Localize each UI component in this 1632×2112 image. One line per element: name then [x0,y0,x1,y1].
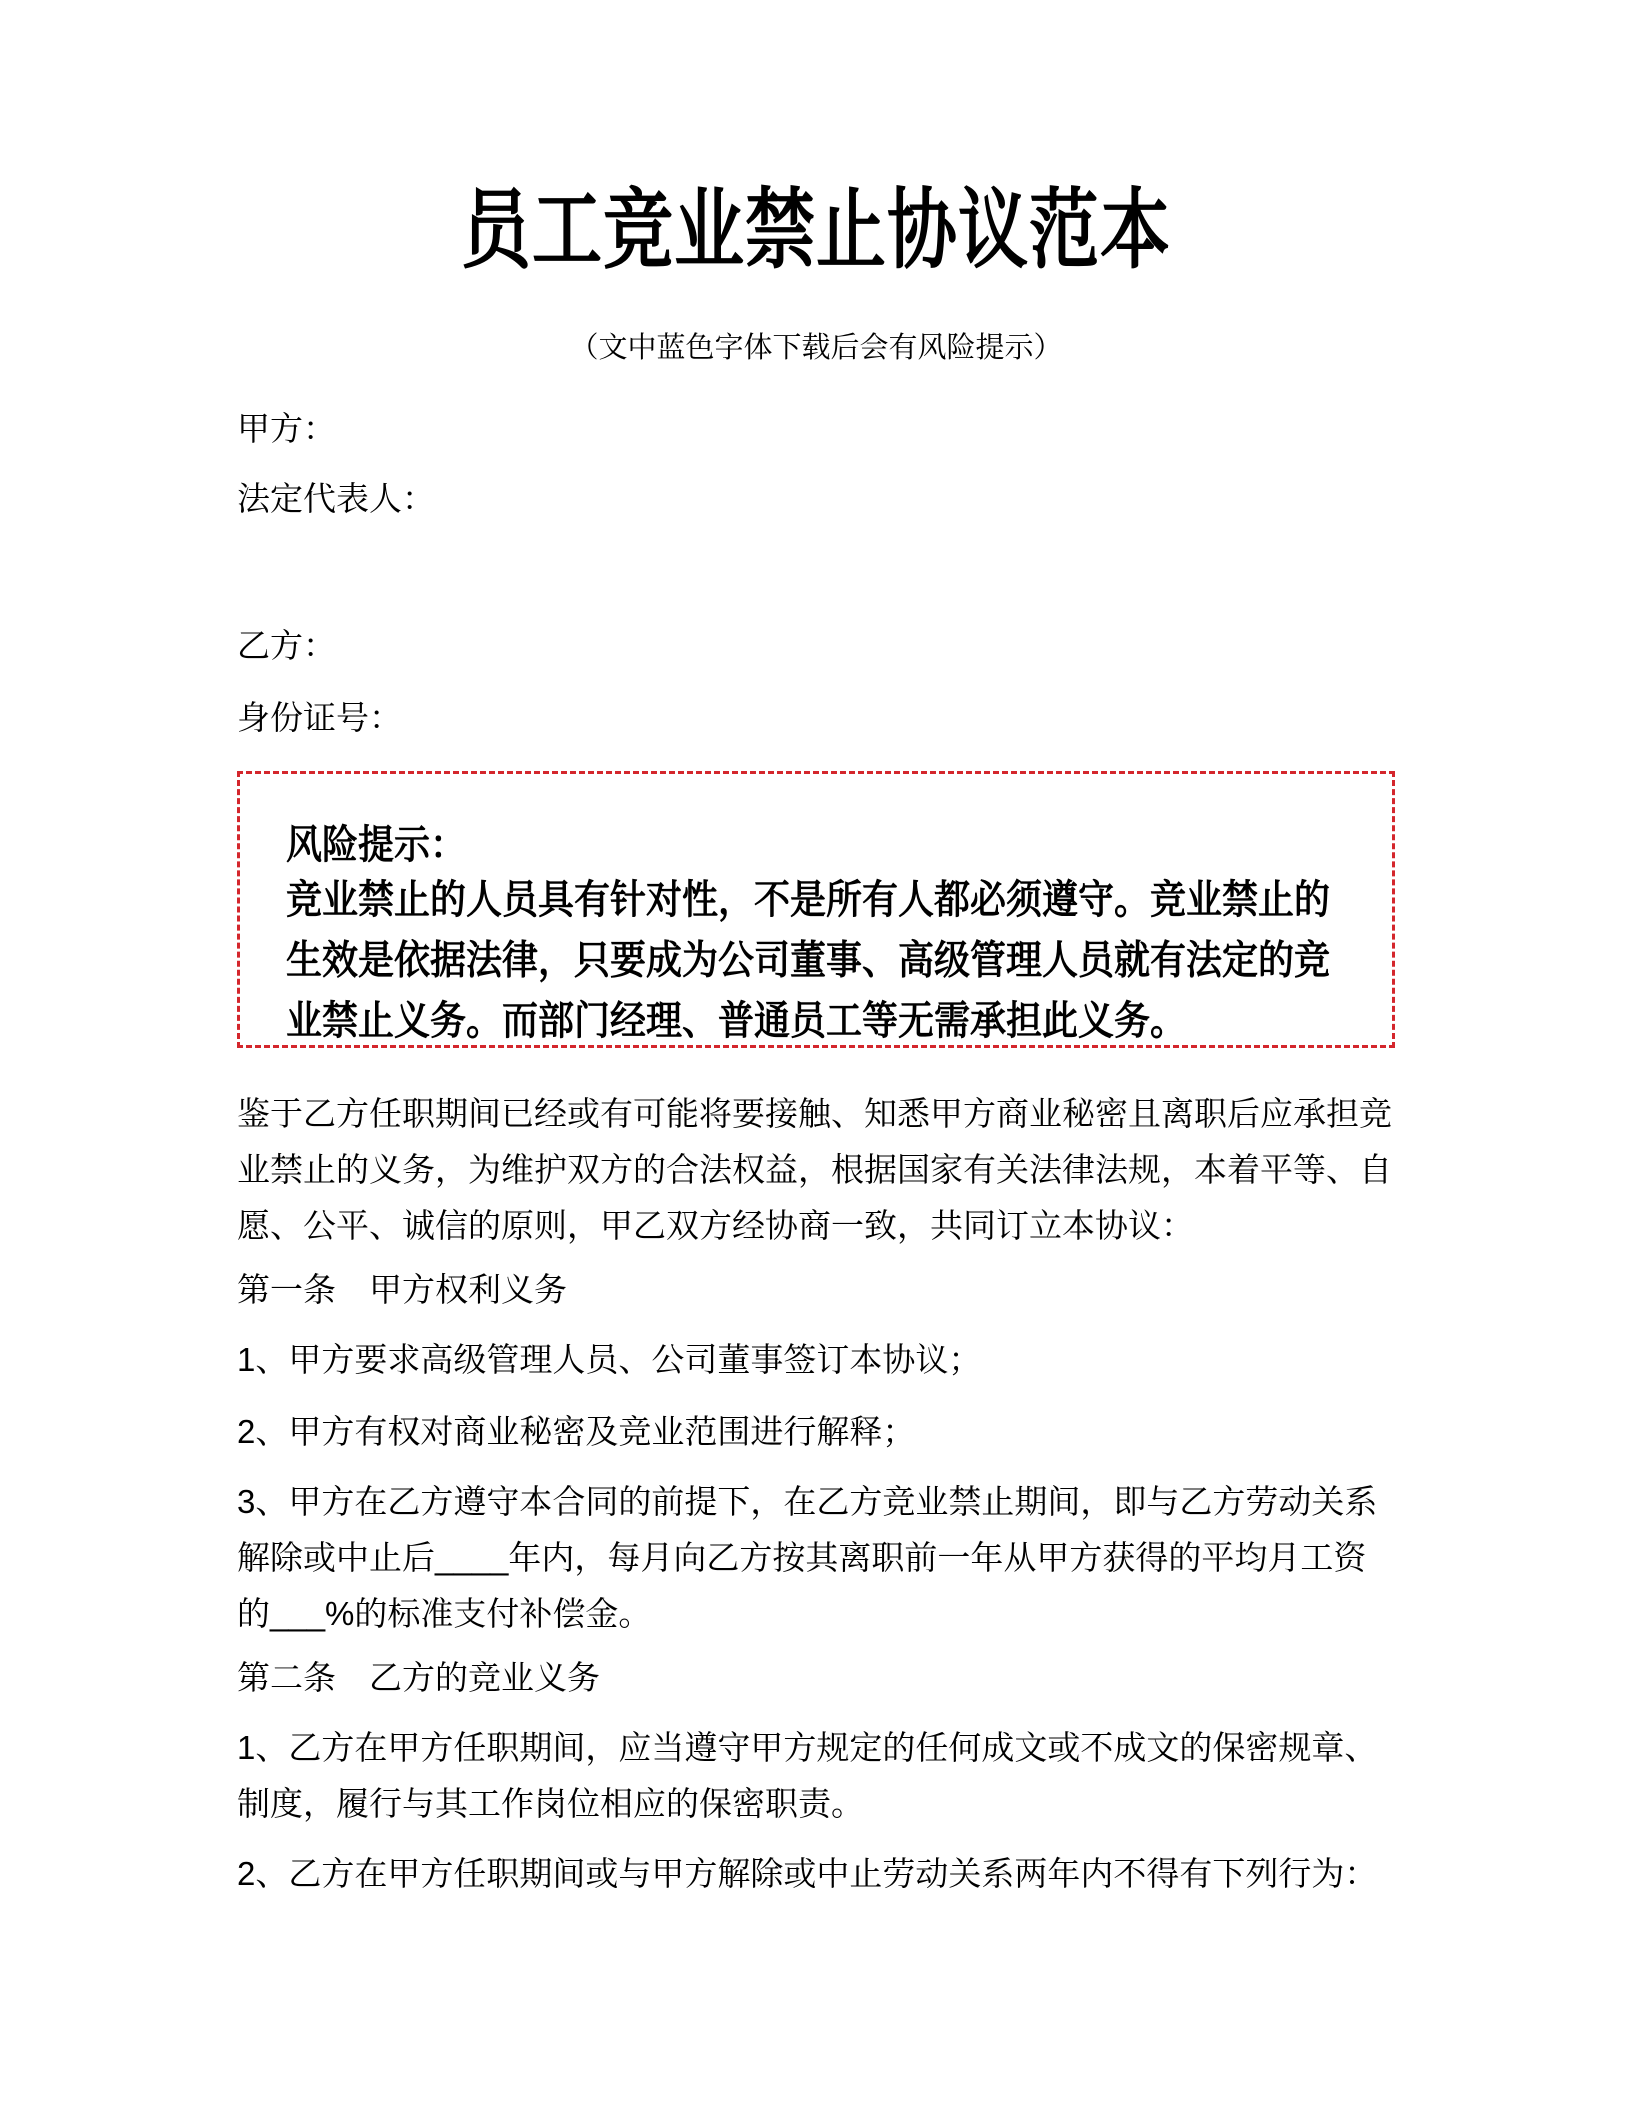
risk-notice-heading: 风险提示： [286,821,467,867]
legal-representative-label: 法定代表人： [237,480,435,517]
risk-notice-box [237,771,1395,1048]
section-1-heading: 第一条 甲方权利义务 [237,1271,567,1308]
preamble-paragraph: 鉴于乙方任职期间已经或有可能将要接触、知悉甲方商业秘密且离职后应承担竞业禁止的义务，为维护双方的合法权益，根据国家有关法律法规，本着平等、自愿、公平、诚信的原则，甲乙双方经协商一致，共同订立本协议： [237,1095,1392,1244]
section-2-heading: 第二条 乙方的竞业义务 [237,1659,600,1696]
document-subtitle: （文中蓝色字体下载后会有风险提示） [569,332,1063,364]
section-1-item-1: 1、甲方要求高级管理人员、公司董事签订本协议； [237,1341,982,1378]
section-1-item-3: 3、甲方在乙方遵守本合同的前提下，在乙方竞业禁止期间，即与乙方劳动关系解除或中止后____年内，每月向乙方按其离职前一年从甲方获得的平均月工资的___%的标准支付补偿金。 [237,1483,1378,1632]
party-b-label: 乙方： [237,627,336,664]
risk-notice-body: 竞业禁止的人员具有针对性，不是所有人都必须遵守。竞业禁止的生效是依据法律，只要成为公司董事、高级管理人员就有法定的竞业禁止义务。而部门经理、普通员工等无需承担此义务。 [286,876,1331,1043]
section-2-item-2: 2、乙方在甲方任职期间或与甲方解除或中止劳动关系两年内不得有下列行为： [237,1855,1378,1892]
section-2-item-1: 1、乙方在甲方任职期间，应当遵守甲方规定的任何成文或不成文的保密规章、制度，履行与其工作岗位相应的保密职责。 [237,1729,1378,1822]
section-1-item-2: 2、甲方有权对商业秘密及竞业范围进行解释； [237,1413,916,1450]
document-title: 员工竞业禁止协议范本 [461,181,1171,279]
party-a-label: 甲方： [237,410,336,447]
id-number-label: 身份证号： [237,699,402,736]
